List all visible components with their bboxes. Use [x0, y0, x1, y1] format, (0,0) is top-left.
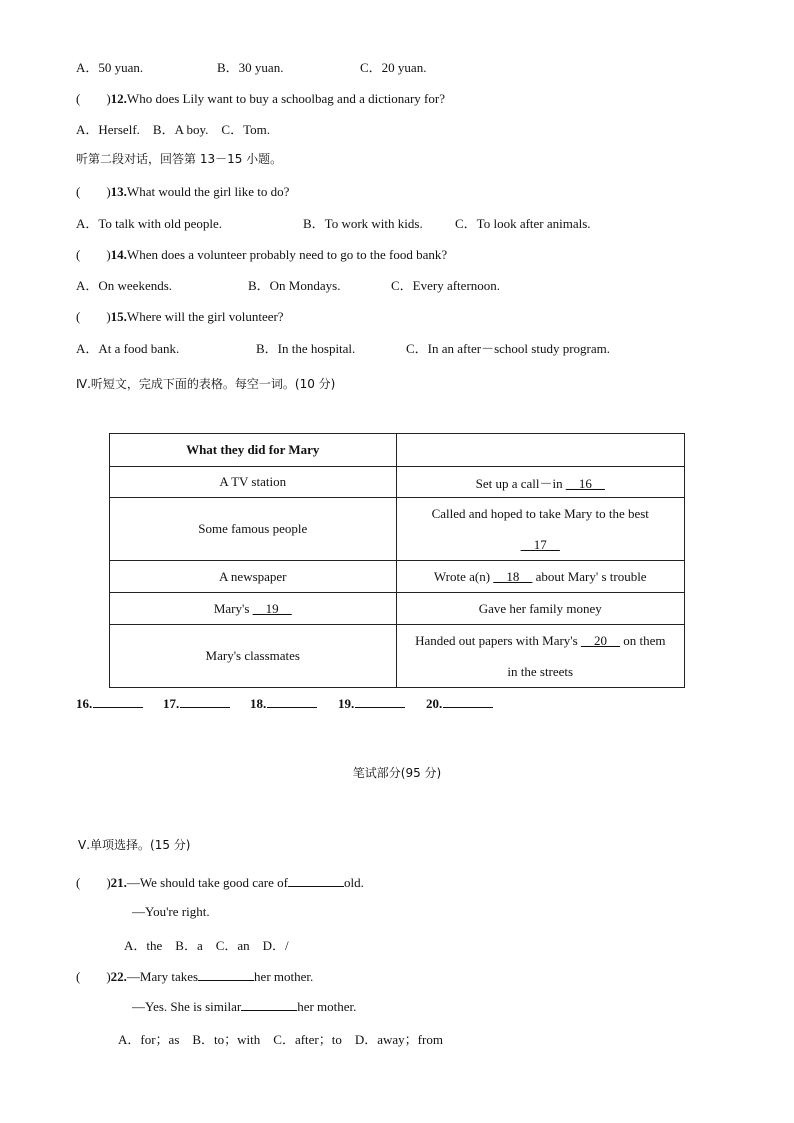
written-part-title: 笔试部分(95 分): [352, 766, 442, 780]
answer-blank-17[interactable]: [180, 695, 230, 708]
q21-text: —We should take good care of: [126, 875, 288, 890]
table-row: [110, 625, 685, 688]
q13-text: What would the girl like to do?: [126, 184, 290, 199]
q15-option-b: B．In the hospital.: [256, 341, 356, 356]
answer-label: 18.: [250, 696, 267, 711]
table-row: [110, 593, 685, 625]
part5-title: Ⅴ.单项选择。(15 分): [78, 838, 191, 852]
answer-blank-19[interactable]: [355, 695, 405, 708]
answer-label: 20.: [426, 696, 443, 711]
q12-option-c: C．Tom.: [221, 122, 270, 137]
q13-answer-paren[interactable]: ( ): [76, 184, 111, 199]
q12-text: Who does Lily want to buy a schoolbag and a dictionary for?: [126, 91, 445, 106]
table-cell-text: Mary's: [213, 600, 253, 616]
answer-17: [163, 695, 230, 712]
q12-option-a: A．Herself.: [76, 122, 140, 137]
q14-option-c: C．Every afternoon.: [391, 278, 501, 293]
blank-17[interactable]: __17__: [520, 537, 560, 552]
q22-answer-paren[interactable]: ( ): [76, 969, 111, 984]
q22-options: A．for；as B．to；with C．after；to D．away；from: [118, 1032, 443, 1047]
q14-options: [76, 275, 501, 294]
section2-intro: 听第二段对话，回答第 13－15 小题。: [76, 152, 283, 166]
q15-options: [76, 338, 610, 357]
q14-answer-paren[interactable]: ( ): [76, 247, 111, 262]
q22-text-end: her mother.: [254, 969, 314, 984]
q21-options: A．the B．a C．an D．/: [124, 938, 289, 953]
table-row: [110, 467, 685, 498]
q13-option-c: C．To look after animals.: [455, 216, 591, 231]
table-cell-text: Handed out papers with Mary's: [415, 633, 581, 648]
q21-text-end: old.: [343, 875, 364, 890]
q13-number: 13.: [110, 184, 127, 199]
q12-options: [76, 119, 270, 138]
table-cell-right: Gave her family money: [396, 593, 684, 625]
table-cell-right: [396, 498, 684, 561]
q15-number: 15.: [110, 309, 127, 324]
q11-option-c: C．20 yuan.: [360, 60, 427, 75]
table-cell-right: [396, 561, 684, 593]
q22-text: —Mary takes: [126, 969, 199, 984]
q15-option-c: C．In an after－school study program.: [406, 341, 610, 356]
table-cell-left: [110, 593, 397, 625]
q22-reply: [132, 997, 356, 1015]
answer-16: [76, 695, 143, 712]
answer-label: 19.: [338, 696, 355, 711]
q12-number: 12.: [110, 91, 127, 106]
table-cell-text: Called and hoped to take Mary to the best: [431, 506, 649, 521]
q13-stem: [76, 181, 289, 200]
q14-number: 14.: [110, 247, 127, 262]
q14-option-b: B．On Mondays.: [248, 278, 341, 293]
q22-blank-2[interactable]: [241, 997, 297, 1011]
q11-option-b: B．30 yuan.: [217, 60, 284, 75]
q12-stem: [76, 88, 445, 107]
table-row: [110, 498, 685, 561]
q12-option-b: B．A boy.: [152, 122, 209, 137]
q14-text: When does a volunteer probably need to go to the food bank?: [126, 247, 448, 262]
q22-reply-text: —Yes. She is similar: [132, 999, 242, 1014]
q21-reply: —You're right.: [132, 904, 210, 919]
q21-answer-paren[interactable]: ( ): [76, 875, 111, 890]
q11-options: [76, 57, 427, 76]
part4-title: Ⅳ.听短文，完成下面的表格。每空一词。(10 分): [76, 377, 336, 391]
table-cell-left: A newspaper: [110, 561, 397, 593]
table-cell-right: [396, 467, 684, 498]
q22-blank-1[interactable]: [198, 967, 254, 981]
answer-19: [338, 695, 405, 712]
answer-20: [426, 695, 493, 712]
table-cell-text: Wrote a(n): [433, 568, 494, 584]
answer-label: 17.: [163, 696, 180, 711]
q13-option-b: B．To work with kids.: [303, 216, 423, 231]
q21-blank[interactable]: [288, 873, 344, 887]
q15-stem: [76, 306, 284, 325]
table-header-row: [110, 434, 685, 467]
q22-number: 22.: [110, 969, 127, 984]
q13-option-a: A．To talk with old people.: [76, 216, 223, 231]
table-header-left: What they did for Mary: [110, 434, 397, 467]
q13-options: [76, 213, 591, 232]
q12-answer-paren[interactable]: ( ): [76, 91, 111, 106]
answer-blank-16[interactable]: [93, 695, 143, 708]
table-cell-text: about Mary' s trouble: [532, 568, 647, 584]
q22-stem: [76, 966, 313, 985]
q15-text: Where will the girl volunteer?: [126, 309, 284, 324]
blank-16[interactable]: __16__: [565, 475, 605, 491]
answer-blank-18[interactable]: [267, 695, 317, 708]
table-header-right: [396, 434, 684, 467]
table-cell-text: in the streets: [507, 664, 574, 679]
table-row: [110, 561, 685, 593]
table-cell-text: Set up a call－in: [475, 475, 566, 491]
q15-answer-paren[interactable]: ( ): [76, 309, 111, 324]
table-cell-text: on them: [619, 633, 666, 648]
blank-19[interactable]: __19__: [252, 600, 292, 616]
answer-label: 16.: [76, 696, 93, 711]
q21-stem: [76, 872, 364, 891]
blank-18[interactable]: __18__: [493, 568, 533, 584]
q22-reply-end: her mother.: [297, 999, 357, 1014]
blank-20[interactable]: __20__: [580, 633, 620, 648]
answer-18: [250, 695, 317, 712]
table-cell-right: [396, 625, 684, 688]
table-cell-left: Mary's classmates: [110, 625, 397, 688]
answer-blank-20[interactable]: [443, 695, 493, 708]
q15-option-a: A．At a food bank.: [76, 341, 180, 356]
q14-stem: [76, 244, 447, 263]
q11-option-a: A．50 yuan.: [76, 60, 144, 75]
table-cell-left: A TV station: [110, 467, 397, 498]
table-cell-left: Some famous people: [110, 498, 397, 561]
q21-number: 21.: [110, 875, 127, 890]
listening-table: [109, 433, 685, 688]
q14-option-a: A．On weekends.: [76, 278, 173, 293]
